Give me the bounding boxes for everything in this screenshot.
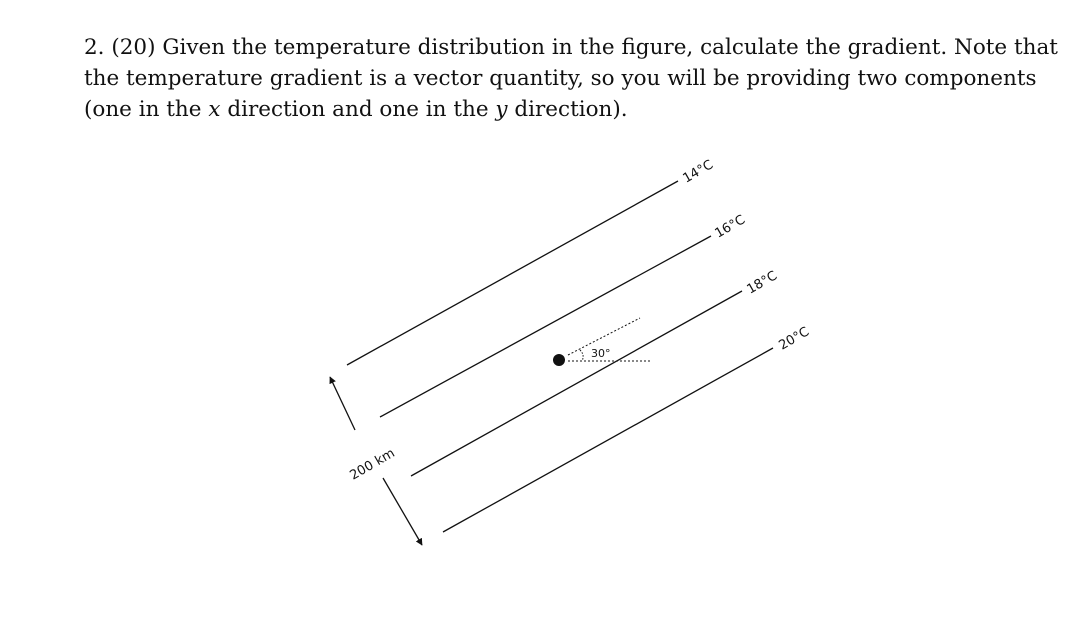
location-point [553, 354, 565, 366]
angle-label: 30° [591, 347, 611, 360]
distance-label: 200 km [347, 445, 398, 484]
problem-text-part1: Given the temperature distribution in the figure, calculate the gradient. Note that the temperature gradient is a vector quantity, so you will be providing two components (one in the [84, 35, 1058, 122]
isotherm-label-16: 16°C [712, 212, 748, 242]
distance-arrow-upper [330, 377, 355, 430]
isotherm-label-20: 20°C [776, 324, 812, 354]
isotherm-label-18: 18°C [744, 268, 780, 298]
isotherm-line-20 [443, 348, 773, 532]
problem-number: 2. [84, 35, 105, 60]
isotherm-line-16 [380, 236, 711, 417]
isotherm-label-14: 14°C [680, 157, 716, 187]
isotherm-line-14 [347, 181, 678, 365]
problem-points: (20) [111, 35, 156, 60]
variable-y: y [495, 97, 508, 122]
problem-text-part2: direction and one in the [227, 97, 489, 122]
angle-arc [580, 350, 583, 361]
variable-x: x [208, 97, 221, 122]
distance-arrow-lower [383, 478, 422, 545]
isotherm-line-18 [411, 291, 742, 476]
problem-text-part3: direction). [514, 97, 628, 122]
